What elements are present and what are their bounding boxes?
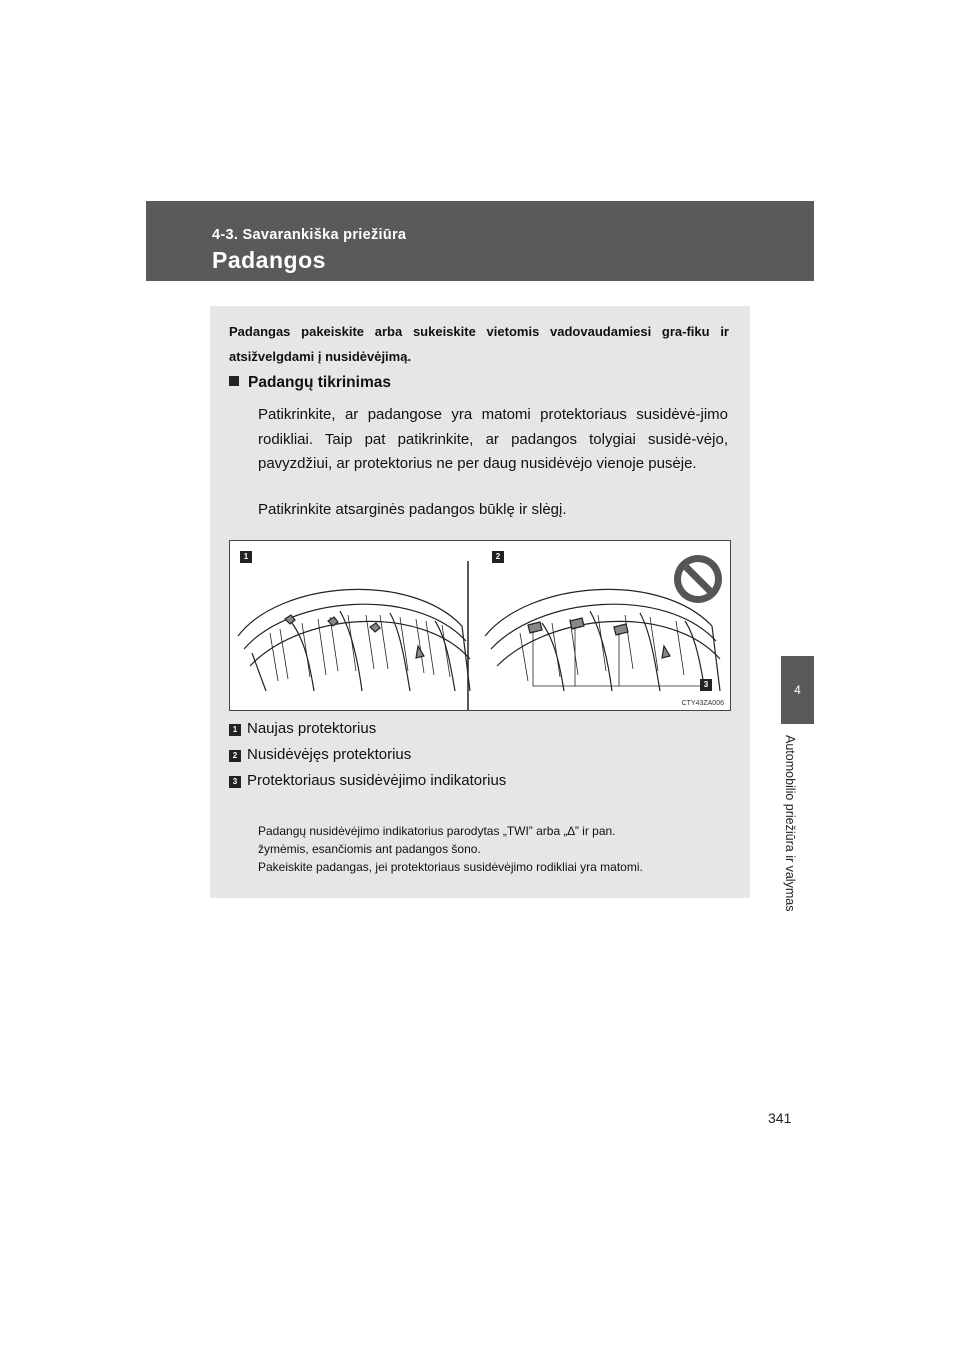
paragraph-tire-check: Patikrinkite, ar padangose yra matomi protektoriaus susidėvė-jimo rodikliai. Taip pat patikrinkite, ar padangos tolygiai susidė-vėjo, pavyzdžiui, ar protektorius ne per daug nusidėvėjo vienoje pusėje. [258,406,728,472]
legend-item-new-tread [229,720,376,737]
figure-label-1: 1 [240,551,252,563]
figure-label-2: 2 [492,551,504,563]
tire-illustration [229,540,731,711]
square-bullet-icon [229,376,239,386]
legend-number: 1 [229,724,241,736]
figure-code: CTY43ZA006 [681,700,724,707]
subheading-text: Padangų tikrinimas [248,374,391,391]
page-number: 341 [768,1110,792,1126]
new-tire-drawing [238,589,470,691]
worn-tire-drawing [485,589,720,691]
note-replace: Pakeiskite padangas, jei protektoriaus susidėvėjimo rodikliai yra matomi. [258,860,643,874]
legend-text: Nusidėvėjęs protektorius [247,746,412,763]
tire-drawing [230,541,731,711]
note-twi: Padangų nusidėvėjimo indikatorius parodytas „TWI” arba „∆” ir pan. [258,824,616,838]
page-title: Padangos [212,247,326,273]
prohibited-icon [674,555,722,603]
section-label: 4-3. Savarankiška priežiūra [212,227,407,243]
note-sidewall: žymėmis, esančiomis ant padangos šono. [258,842,481,856]
legend-number: 3 [229,776,241,788]
legend-text: Protektoriaus susidėvėjimo indikatorius [247,772,507,789]
chapter-tab: 4 [781,656,814,724]
chapter-label: Automobilio priežiūra ir valymas [783,735,797,912]
subheading [229,374,391,392]
figure-label-3: 3 [700,679,712,691]
paragraph-spare-tire: Patikrinkite atsarginės padangos būklę ir slėgį. [258,501,567,518]
legend-number: 2 [229,750,241,762]
legend-item-wear-indicator [229,772,506,789]
intro-text: Padangas pakeiskite arba sukeiskite vietomis vadovaudamiesi gra-fiku ir atsižvelgdami į nusidėvėjimą. [229,324,729,364]
legend-text: Naujas protektorius [247,720,377,737]
section-header [146,201,814,281]
legend-item-worn-tread [229,746,411,763]
